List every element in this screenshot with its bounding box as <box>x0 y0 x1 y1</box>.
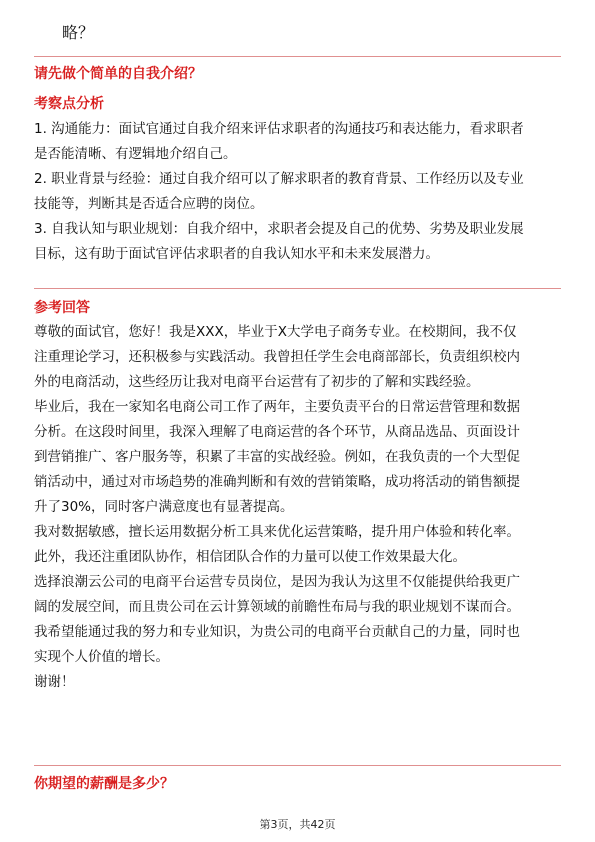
answer-line: 谢谢！ <box>34 674 75 690</box>
answer-line: 我希望能通过我的努力和专业知识，为贵公司的电商平台贡献自己的力量，同时也 <box>34 624 520 640</box>
analysis-body <box>34 117 524 267</box>
answer-line: 我对数据敏感，擅长运用数据分析工具来优化运营策略，提升用户体验和转化率。 <box>34 524 520 540</box>
previous-answer-tail: 略？ <box>62 23 95 42</box>
answer-line: 分析。在这段时间里，我深入理解了电商运营的各个环节，从商品选品、页面设计 <box>34 424 520 440</box>
answer-heading: 参考回答 <box>34 300 90 316</box>
answer-line: 尊敬的面试官，您好！我是XXX，毕业于X大学电子商务专业。在校期间，我不仅 <box>34 324 517 340</box>
divider <box>34 288 561 289</box>
answer-line: 到营销推广、客户服务等，积累了丰富的实战经验。例如，在我负责的一个大型促 <box>34 449 520 465</box>
next-question-heading: 你期望的薪酬是多少？ <box>34 776 174 792</box>
answer-line: 此外，我还注重团队协作，相信团队合作的力量可以使工作效果最大化。 <box>34 549 466 565</box>
answer-line: 销活动中，通过对市场趋势的准确判断和有效的营销策略，成功将活动的销售额提 <box>34 474 520 490</box>
answer-line: 毕业后，我在一家知名电商公司工作了两年，主要负责平台的日常运营管理和数据 <box>34 399 520 415</box>
analysis-line: 目标，这有助于面试官评估求职者的自我认知水平和未来发展潜力。 <box>34 246 439 262</box>
answer-line: 升了30%，同时客户满意度也有显著提高。 <box>34 499 294 515</box>
analysis-heading: 考察点分析 <box>34 96 104 112</box>
divider <box>34 56 561 57</box>
answer-line: 注重理论学习，还积极参与实践活动。我曾担任学生会电商部部长，负责组织校内 <box>34 349 520 365</box>
answer-body <box>34 320 520 695</box>
analysis-line: 是否能清晰、有逻辑地介绍自己。 <box>34 146 237 162</box>
answer-line: 实现个人价值的增长。 <box>34 649 169 665</box>
question-heading: 请先做个简单的自我介绍？ <box>34 66 202 82</box>
analysis-line: 技能等，判断其是否适合应聘的岗位。 <box>34 196 264 212</box>
answer-line: 外的电商活动，这些经历让我对电商平台运营有了初步的了解和实践经验。 <box>34 374 480 390</box>
analysis-line: 1. 沟通能力：面试官通过自我介绍来评估求职者的沟通技巧和表达能力，看求职者 <box>34 121 524 137</box>
analysis-line: 2. 职业背景与经验：通过自我介绍可以了解求职者的教育背景、工作经历以及专业 <box>34 171 524 187</box>
answer-line: 阔的发展空间，而且贵公司在云计算领域的前瞻性布局与我的职业规划不谋而合。 <box>34 599 520 615</box>
divider <box>34 765 561 766</box>
analysis-line: 3. 自我认知与职业规划：自我介绍中，求职者会提及自己的优势、劣势及职业发展 <box>34 221 524 237</box>
answer-line: 选择浪潮云公司的电商平台运营专员岗位，是因为我认为这里不仅能提供给我更广 <box>34 574 520 590</box>
page-number-footer: 第3页，共42页 <box>259 818 336 831</box>
